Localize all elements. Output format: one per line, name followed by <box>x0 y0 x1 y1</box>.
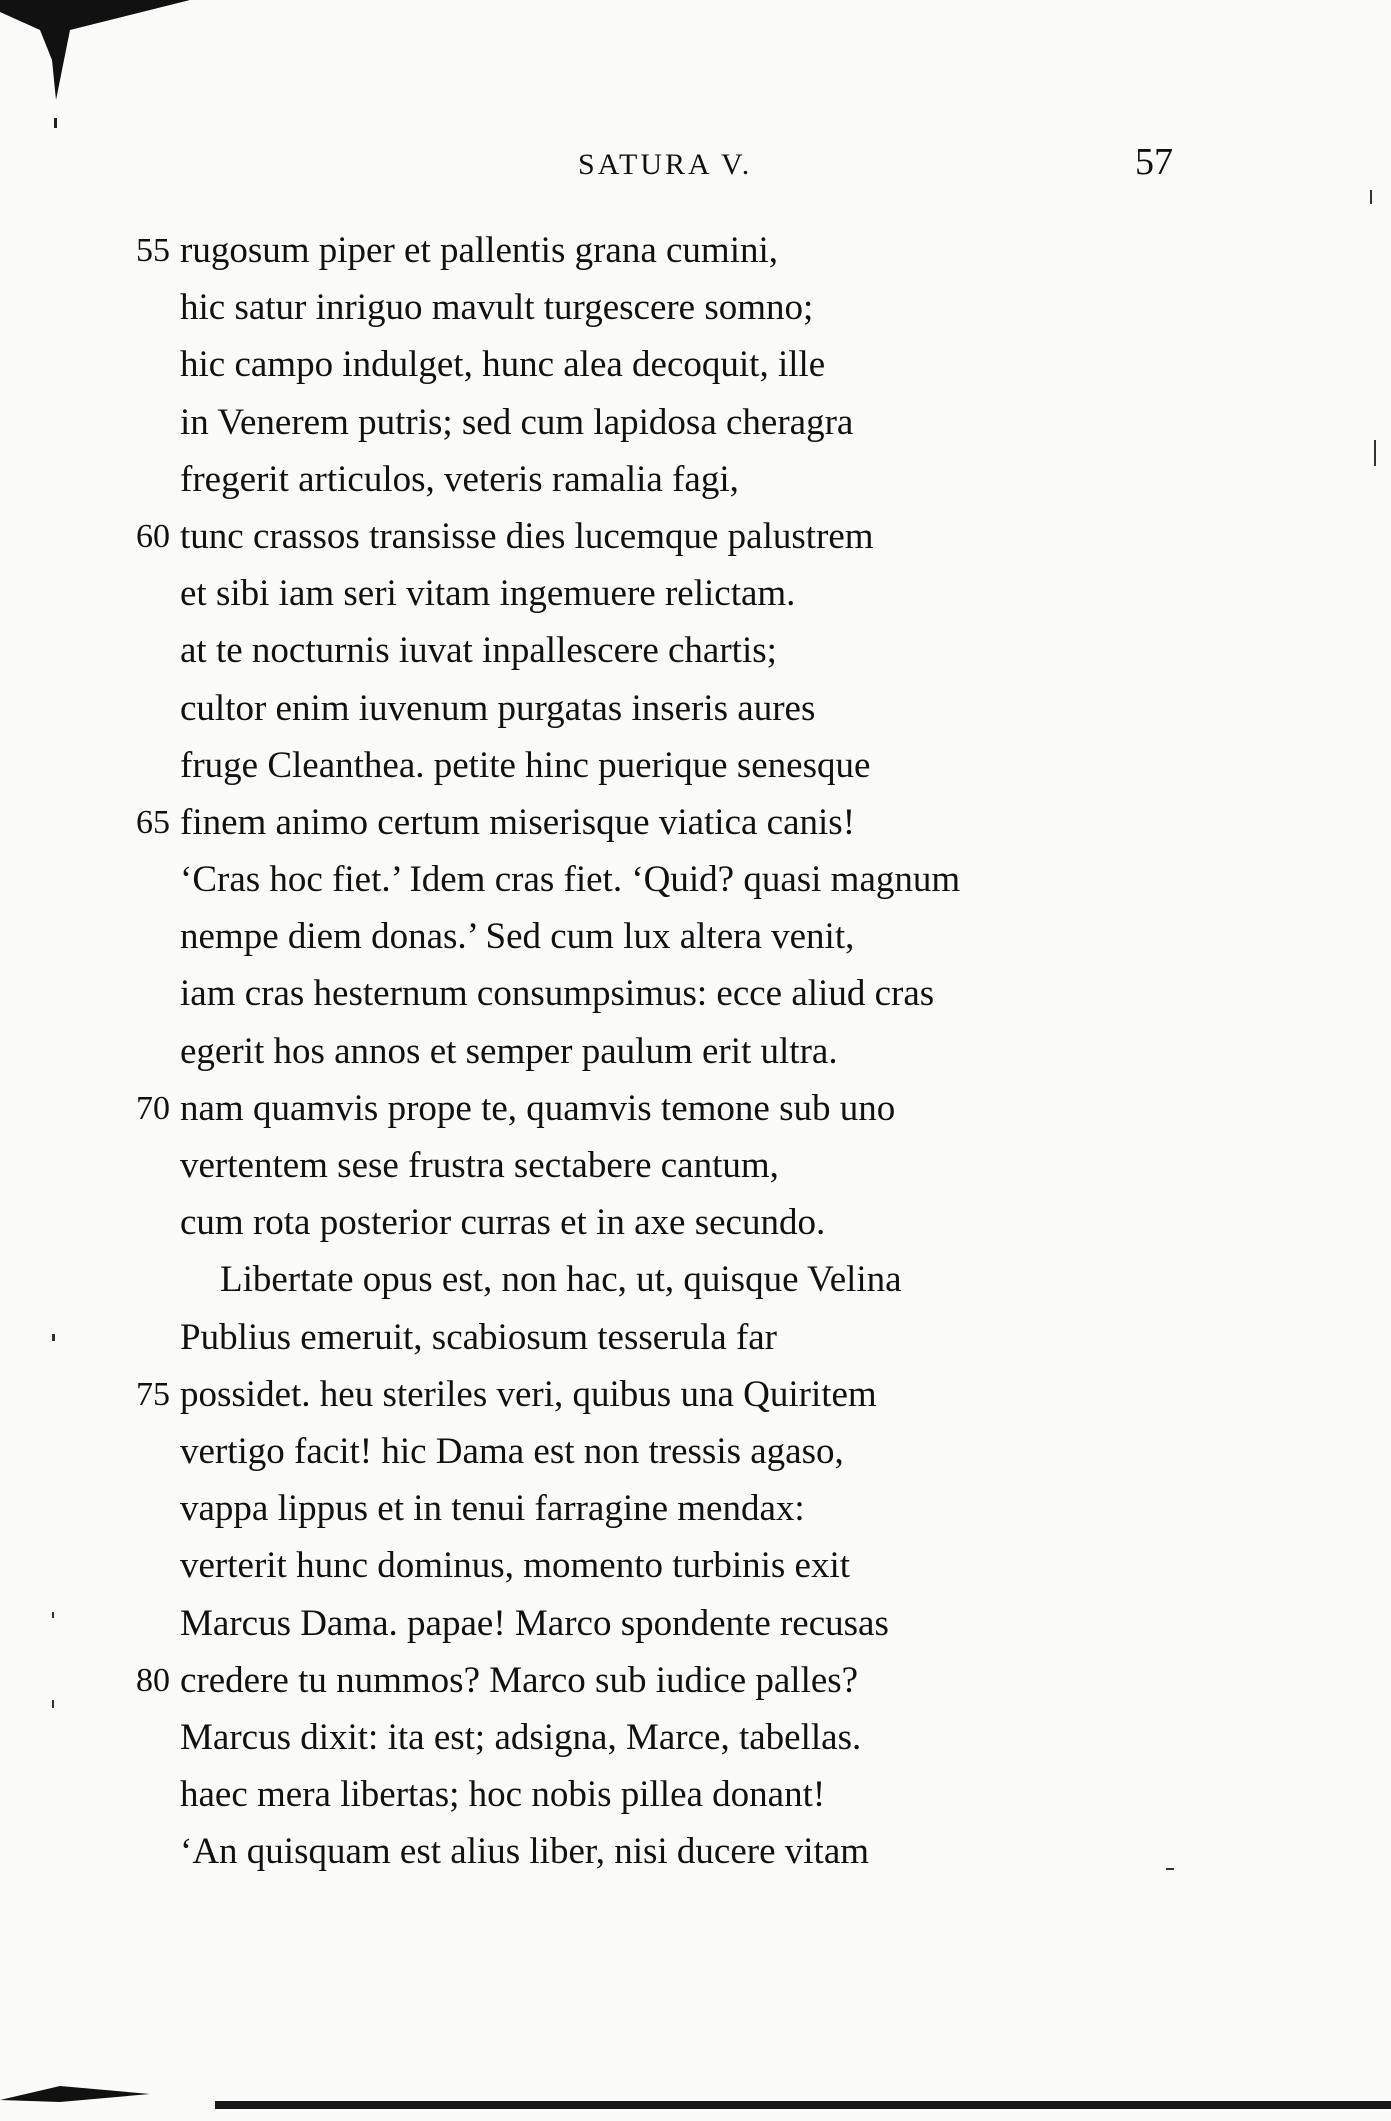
verse-number: 80 <box>136 1661 170 1699</box>
scan-speck <box>1374 440 1376 466</box>
verse-text: hic satur inriguo mavult turgescere somno; <box>180 287 814 329</box>
corner-binding-mark <box>0 0 200 140</box>
verse-text: vertigo facit! hic Dama est non tressis agaso, <box>180 1430 844 1472</box>
verse-line <box>0 1823 1391 1880</box>
verse-text: rugosum piper et pallentis grana cumini, <box>180 230 779 271</box>
verse-text: et sibi iam seri vitam ingemuere relictam. <box>180 573 796 615</box>
verse-text: Marcus dixit: ita est; adsigna, Marce, tabellas. <box>180 1716 862 1758</box>
verse-line <box>0 1194 1391 1251</box>
running-title: SATURA V. <box>578 148 753 181</box>
verse-text: finem animo certum miserisque viatica canis! <box>180 801 856 843</box>
verse-text: ‘An quisquam est alius liber, nisi ducere vitam <box>180 1831 870 1873</box>
verse-text: at te nocturnis iuvat inpallescere chartis; <box>180 630 777 672</box>
verse-line <box>0 908 1391 965</box>
bottom-rule <box>215 2101 1391 2109</box>
verse-line <box>0 1080 1391 1137</box>
bottom-edge-mark <box>0 2070 160 2110</box>
verse-number: 75 <box>136 1375 170 1413</box>
verse-text: cultor enim iuvenum purgatas inseris aures <box>180 687 816 729</box>
verse-text: haec mera libertas; hoc nobis pillea donant! <box>180 1774 826 1816</box>
verse-text: ‘Cras hoc fiet.’ Idem cras fiet. ‘Quid? quasi magnum <box>180 859 961 901</box>
verse-block <box>0 222 1391 1880</box>
verse-line <box>0 1423 1391 1480</box>
verse-text: in Venerem putris; sed cum lapidosa cheragra <box>180 401 854 443</box>
verse-line <box>0 1595 1391 1652</box>
verse-text: fregerit articulos, veteris ramalia fagi, <box>180 458 739 500</box>
verse-line <box>0 1537 1391 1594</box>
verse-line <box>0 508 1391 565</box>
verse-number: 70 <box>136 1089 170 1127</box>
verse-line <box>0 965 1391 1022</box>
verse-text: nempe diem donas.’ Sed cum lux altera venit, <box>180 916 855 958</box>
verse-line <box>0 336 1391 393</box>
page-number: 57 <box>1135 141 1173 183</box>
verse-line <box>0 1709 1391 1766</box>
verse-line <box>0 1137 1391 1194</box>
verse-line <box>0 451 1391 508</box>
verse-line <box>0 1023 1391 1080</box>
verse-number: 65 <box>136 803 170 841</box>
verse-line <box>0 851 1391 908</box>
verse-line <box>0 222 1391 279</box>
verse-line <box>0 622 1391 679</box>
verse-line <box>0 794 1391 851</box>
running-head <box>0 140 1391 190</box>
verse-text: egerit hos annos et semper paulum erit ultra. <box>180 1030 838 1072</box>
verse-text: verterit hunc dominus, momento turbinis exit <box>180 1545 851 1587</box>
scan-speck <box>1370 190 1372 204</box>
verse-text: Marcus Dama. papae! Marco spondente recusas <box>180 1602 889 1644</box>
verse-text: cum rota posterior curras et in axe secundo. <box>180 1202 826 1244</box>
verse-line <box>0 1480 1391 1537</box>
verse-number: 55 <box>136 232 170 269</box>
scan-speck <box>1166 1868 1174 1870</box>
verse-text: hic campo indulget, hunc alea decoquit, ille <box>180 344 826 386</box>
verse-text: iam cras hesternum consumpsimus: ecce aliud cras <box>180 973 935 1015</box>
verse-line <box>0 737 1391 794</box>
scan-speck <box>52 1612 54 1618</box>
verse-line <box>0 1366 1391 1423</box>
verse-text: nam quamvis prope te, quamvis temone sub uno <box>180 1087 896 1129</box>
verse-number: 60 <box>136 517 170 555</box>
verse-text: tunc crassos transisse dies lucemque palustrem <box>180 515 874 557</box>
verse-text: fruge Cleanthea. petite hinc puerique senesque <box>180 744 871 786</box>
verse-line <box>0 394 1391 451</box>
verse-line <box>0 680 1391 737</box>
verse-line <box>0 1652 1391 1709</box>
scan-speck <box>52 1334 55 1341</box>
verse-text: Publius emeruit, scabiosum tesserula far <box>180 1316 778 1358</box>
verse-line <box>0 279 1391 336</box>
scan-speck <box>52 1700 54 1708</box>
verse-text: credere tu nummos? Marco sub iudice palles? <box>180 1659 859 1701</box>
verse-line <box>0 1766 1391 1823</box>
verse-text: vappa lippus et in tenui farragine mendax: <box>180 1488 805 1530</box>
verse-text: possidet. heu steriles veri, quibus una Quiritem <box>180 1373 877 1415</box>
verse-text: Libertate opus est, non hac, ut, quisque Velina <box>220 1259 902 1301</box>
verse-line <box>0 565 1391 622</box>
verse-line <box>0 1309 1391 1366</box>
verse-line-paragraph-start <box>0 1251 1391 1308</box>
verse-text: vertentem sese frustra sectabere cantum, <box>180 1145 779 1186</box>
